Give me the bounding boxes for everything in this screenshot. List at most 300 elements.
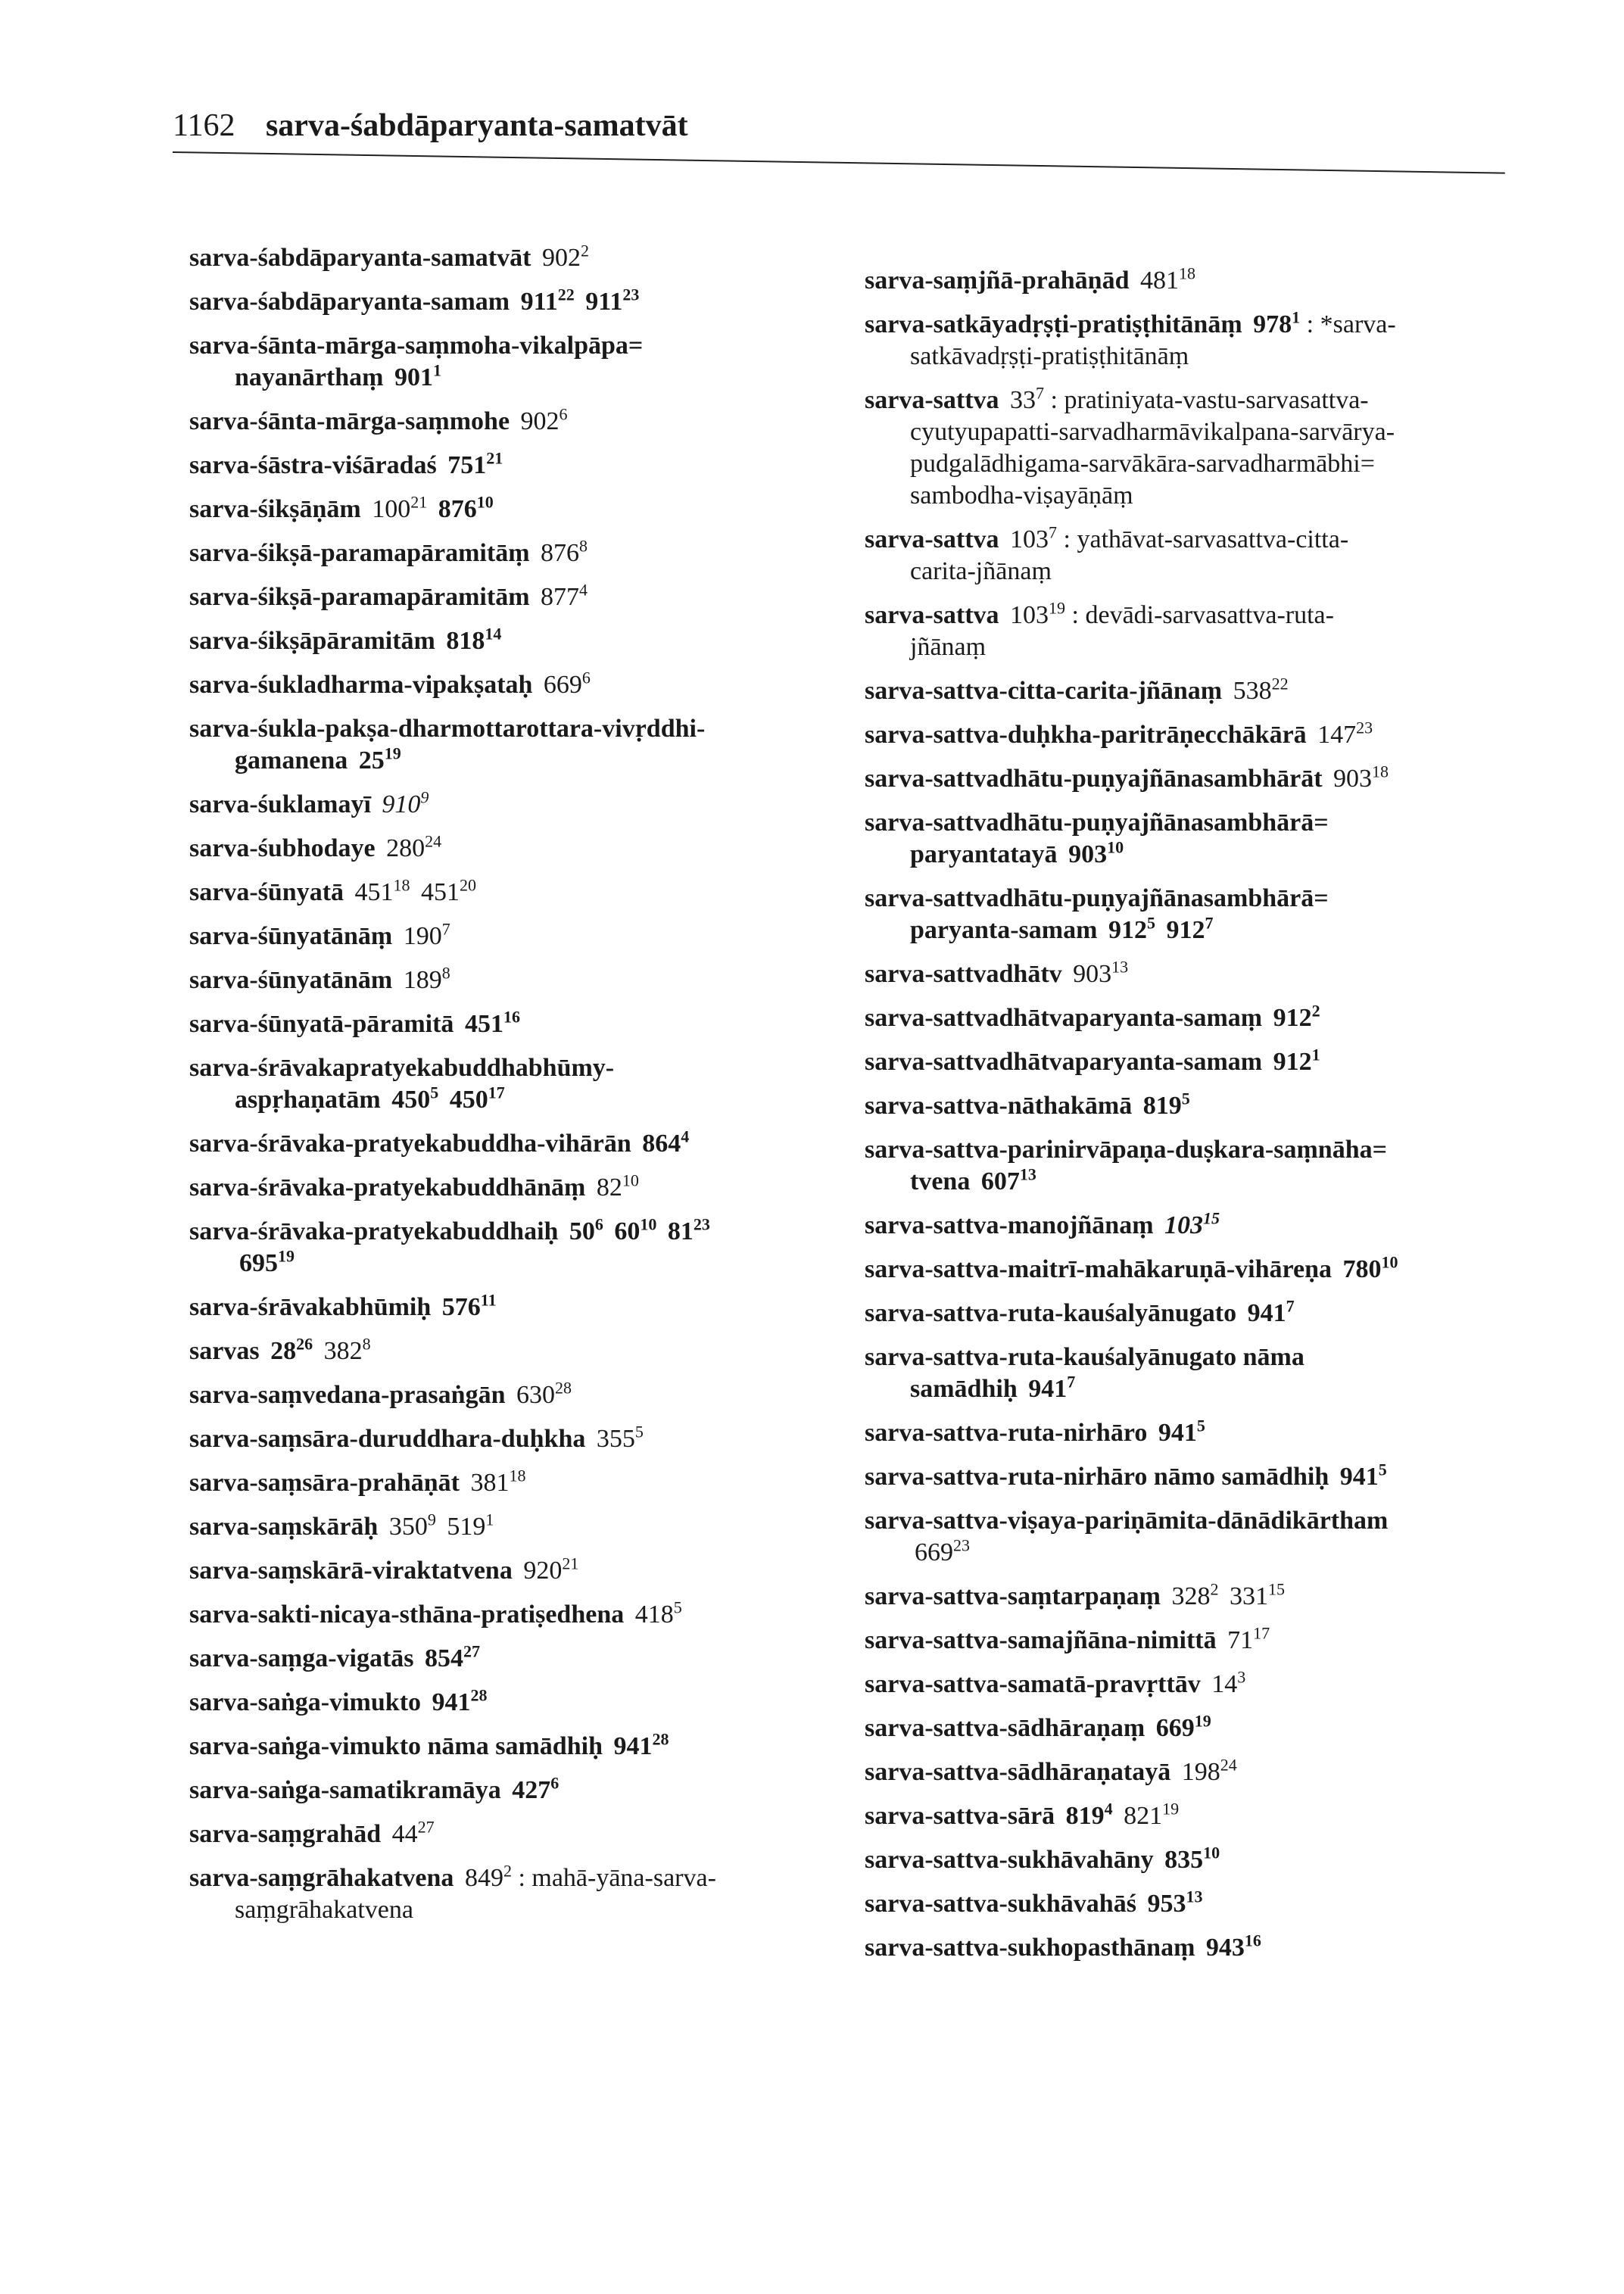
reference-page: 941 (1158, 1419, 1197, 1447)
reference-page: 669 (915, 1538, 953, 1566)
reference-page: 44 (391, 1820, 418, 1848)
page-reference (1142, 1089, 1190, 1120)
page-reference (464, 1861, 512, 1892)
entry-note-continuation: cyutyupapatti-sarvadharmāvikalpana-sarvārya- (910, 418, 1395, 446)
index-entry (865, 1298, 1546, 1329)
entry-note: : pratiniyata-vastu-sarvasattva- (1050, 386, 1369, 414)
entry-headword: sarva-sattva-viṣaya-pariṇāmita-dānādikārtham (865, 1507, 1389, 1535)
entry-headword: sarva-sattva-sādhāraṇatayā (865, 1758, 1171, 1786)
index-entry (865, 763, 1546, 795)
entry-headword: sarva-sattva-ruta-kauśalyānugato nāma (865, 1343, 1304, 1371)
page-reference (372, 492, 428, 523)
reference-page: 81 (667, 1217, 694, 1245)
index-entry (189, 1423, 871, 1455)
entry-note: : mahā-yāna-sarva- (518, 1864, 716, 1892)
page-reference (543, 668, 591, 699)
reference-page: 355 (596, 1425, 635, 1453)
reference-page: 912 (1273, 1004, 1312, 1032)
reference-line: 8 (579, 536, 588, 556)
entry-headword: sarva-saṃskārā-viraktatvena (189, 1557, 513, 1585)
reference-line: 10 (1381, 1252, 1398, 1272)
entry-reference-continuation (189, 1248, 871, 1279)
index-entry (189, 1819, 871, 1850)
page-reference (441, 1290, 497, 1321)
index-entry (865, 883, 1546, 946)
entry-note-continuation: sambodha-viṣayāṇāṃ (910, 482, 1133, 510)
index-entry (865, 1461, 1546, 1493)
reference-line: 6 (581, 668, 591, 687)
reference-line: 21 (562, 1554, 579, 1573)
running-title: sarva-śabdāparyanta-samatvāt (265, 108, 688, 143)
reference-page: 835 (1164, 1846, 1204, 1874)
entry-note-continuation: jñānaṃ (910, 633, 987, 661)
entry-headword: sarva-śānta-mārga-saṃmoha-vikalpāpa= (189, 332, 644, 360)
index-entry (865, 1581, 1546, 1613)
entry-headword: sarva-sattvadhātu-puṇyajñānasambhārā= (865, 884, 1329, 912)
entry-headword: sarva-saṃskārāḥ (189, 1513, 379, 1541)
reference-page: 854 (425, 1644, 464, 1672)
reference-page: 427 (512, 1776, 551, 1804)
reference-page: 519 (447, 1513, 486, 1541)
index-entry (189, 330, 871, 394)
reference-line: 6 (594, 1214, 603, 1234)
index-entry (865, 1505, 1546, 1569)
reference-page: 912 (1108, 916, 1147, 944)
reference-line: 2 (1311, 1001, 1320, 1021)
reference-page: 28 (270, 1337, 297, 1365)
page-reference (614, 1214, 657, 1245)
reference-page: 941 (1339, 1463, 1379, 1491)
reference-page: 912 (1273, 1048, 1312, 1076)
page-number: 1162 (173, 108, 235, 143)
entry-headword: sarva-śrāvakabhūmiḥ (189, 1293, 432, 1321)
page-reference (980, 1164, 1036, 1195)
page-reference (1273, 1045, 1320, 1076)
entry-headword: sarva-sattva-ruta-nirhāro nāmo samādhiḥ (865, 1463, 1329, 1491)
reference-page: 903 (1333, 765, 1373, 793)
page-reference (613, 1729, 669, 1760)
entry-headword: sarva-śūnyatā (189, 878, 344, 906)
reference-page: 780 (1342, 1255, 1382, 1283)
entry-headword: sarva-śukla-pakṣa-dharmottarottara-vivṛddhi- (189, 715, 706, 743)
index-entry (865, 958, 1546, 990)
index-entry (865, 1090, 1546, 1122)
index-entry (189, 877, 871, 909)
reference-line: 1 (1292, 307, 1301, 327)
reference-line: 4 (579, 580, 588, 600)
reference-line: 6 (559, 404, 568, 424)
entry-headword: sarva-sattva-sādhāraṇaṃ (865, 1714, 1146, 1742)
page-reference (1247, 1296, 1295, 1327)
index-entry (189, 494, 871, 525)
reference-page: 450 (391, 1086, 431, 1114)
reference-line: 16 (1244, 1931, 1261, 1950)
reference-line: 19 (278, 1246, 295, 1266)
reference-line: 13 (1186, 1887, 1203, 1906)
reference-page: 451 (354, 878, 394, 906)
page-reference (1028, 1372, 1076, 1403)
page-reference (516, 1378, 572, 1409)
page-reference (239, 1246, 295, 1277)
index-entry (865, 719, 1546, 751)
entry-headword: sarva-sattvadhātv (865, 960, 1062, 988)
index-entry (189, 1292, 871, 1323)
entry-headword: sarva-śikṣāpāramitām (189, 627, 435, 655)
reference-line: 17 (1253, 1623, 1270, 1643)
page-reference (642, 1127, 690, 1158)
page-reference (1147, 1887, 1203, 1918)
entry-headword: sarva-saṃgrahād (189, 1820, 382, 1848)
reference-page: 669 (543, 671, 582, 699)
reference-line: 19 (1049, 598, 1066, 618)
page-reference (596, 1422, 644, 1453)
page-reference (421, 875, 477, 906)
left-column (189, 242, 871, 1938)
index-entry (189, 1643, 871, 1675)
reference-page: 190 (403, 922, 442, 950)
reference-line: 19 (1162, 1799, 1180, 1819)
reference-line: 28 (652, 1729, 669, 1749)
reference-line: 23 (693, 1214, 710, 1234)
page-reference (354, 875, 410, 906)
reference-page: 280 (386, 834, 425, 862)
reference-line: 24 (1220, 1755, 1237, 1775)
page-reference (1073, 957, 1129, 988)
reference-line: 4 (1104, 1799, 1113, 1819)
index-entry (865, 1756, 1546, 1788)
entry-headword: sarva-saṅga-samatikramāya (189, 1776, 501, 1804)
entry-headword: sarva-saṃgrāhakatvena (189, 1864, 454, 1892)
reference-line: 1 (432, 360, 441, 380)
entry-headword: sarva-saṃsāra-duruddhara-duḥkha (189, 1425, 586, 1453)
entry-reference-continuation (865, 1537, 1546, 1569)
entry-headword: sarva-sattva-manojñānaṃ (865, 1211, 1154, 1239)
page-reference (1253, 307, 1301, 338)
index-entry (865, 1210, 1546, 1242)
index-entry (189, 1128, 871, 1160)
index-entry (189, 1555, 871, 1587)
reference-page: 941 (1247, 1299, 1286, 1327)
reference-line: 5 (1146, 913, 1155, 933)
page-reference (1342, 1252, 1398, 1283)
page-reference (1164, 1208, 1220, 1239)
entry-note: : yathāvat-sarvasattva-citta- (1063, 525, 1349, 553)
reference-line: 26 (296, 1334, 313, 1354)
reference-line: 21 (486, 448, 503, 468)
reference-line: 18 (393, 875, 410, 895)
reference-line: 8 (362, 1334, 371, 1354)
reference-line: 2 (580, 241, 589, 260)
entry-headword-continuation: tvena $607^{13}$ (910, 1164, 1036, 1195)
reference-page: 103 (1164, 1211, 1204, 1239)
index-entry (865, 1342, 1546, 1405)
page-reference (432, 1685, 488, 1716)
index-entry (865, 1844, 1546, 1876)
entry-note: : *sarva- (1306, 310, 1396, 338)
page-reference (425, 1641, 481, 1672)
reference-page: 147 (1317, 721, 1357, 749)
entry-note-continuation: carita-jñānaṃ (910, 557, 1052, 585)
reference-page: 450 (449, 1086, 488, 1114)
entry-headword: sarva-sattva-ruta-nirhāro (865, 1419, 1148, 1447)
index-entry (865, 1888, 1546, 1920)
index-entry (865, 1134, 1546, 1198)
reference-page: 350 (388, 1513, 428, 1541)
page-reference (446, 624, 502, 655)
page-reference (1171, 1579, 1219, 1610)
entry-note-continuation: pudgalādhigama-sarvākāra-sarvadharmābhi= (910, 450, 1375, 478)
reference-page: 198 (1181, 1758, 1220, 1786)
reference-page: 910 (382, 790, 421, 818)
reference-line: 9 (427, 1510, 436, 1529)
page-reference (447, 1510, 494, 1541)
index-entry (189, 1775, 871, 1806)
reference-line: 28 (554, 1378, 572, 1398)
entry-headword: sarva-sattva-maitrī-mahākaruṇā-vihāreṇa (865, 1255, 1332, 1283)
index-entry (189, 1008, 871, 1040)
reference-page: 821 (1124, 1802, 1163, 1830)
entry-headword: sarva-śrāvaka-pratyekabuddha-vihārān (189, 1130, 631, 1158)
entry-headword: sarva-śrāvaka-pratyekabuddhaiḥ (189, 1217, 559, 1245)
entry-headword: sarva-śūnyatā-pāramitā (189, 1010, 454, 1038)
reference-line: 11 (480, 1290, 497, 1310)
index-entry (865, 1046, 1546, 1078)
reference-page: 538 (1233, 677, 1272, 705)
index-entry (865, 1002, 1546, 1034)
entry-headword: sarva-sattva-sukhopasthānaṃ (865, 1934, 1195, 1962)
reference-page: 876 (438, 495, 477, 523)
page-reference (1233, 674, 1289, 705)
reference-page: 382 (323, 1337, 363, 1365)
index-entry (189, 242, 871, 274)
page-reference (391, 1817, 435, 1848)
page-reference (394, 360, 441, 391)
index-entry (189, 1336, 871, 1367)
page-reference (1065, 1799, 1113, 1830)
page-reference (1068, 837, 1124, 868)
reference-page: 14 (1211, 1670, 1238, 1698)
reference-page: 82 (596, 1173, 622, 1202)
index-entry (865, 675, 1546, 707)
index-entry (865, 524, 1546, 588)
reference-line: 13 (1019, 1164, 1036, 1184)
reference-line: 16 (503, 1007, 520, 1027)
reference-line: 21 (410, 492, 428, 512)
reference-page: 818 (446, 627, 485, 655)
page-reference (1317, 718, 1373, 749)
page-reference (1010, 598, 1066, 629)
reference-page: 189 (403, 966, 442, 994)
reference-line: 5 (1196, 1416, 1205, 1435)
entry-headword: sarva-sattva-sārā (865, 1802, 1055, 1830)
reference-page: 71 (1227, 1626, 1254, 1654)
index-entry (189, 581, 871, 613)
reference-line: 18 (509, 1466, 526, 1485)
header-rule (173, 151, 1505, 174)
index-entry (189, 1599, 871, 1631)
index-entry (189, 1731, 871, 1763)
entry-headword: sarva-sattva-nāthakāmā (865, 1092, 1133, 1120)
page-reference (382, 787, 429, 818)
page-reference (391, 1083, 439, 1114)
reference-page: 607 (980, 1167, 1020, 1195)
page-reference (1155, 1711, 1211, 1742)
index-entry (189, 406, 871, 438)
reference-line: 7 (1286, 1296, 1295, 1316)
page-reference (541, 241, 589, 272)
entry-headword: sarva-śabdāparyanta-samam (189, 288, 510, 316)
reference-page: 920 (523, 1557, 563, 1585)
reference-line: 18 (1372, 762, 1389, 781)
reference-line: 5 (634, 1422, 644, 1442)
reference-line: 28 (470, 1685, 488, 1705)
entry-headword: sarva-saṃsāra-prahāṇāt (189, 1469, 460, 1497)
page-reference (403, 919, 450, 950)
reference-page: 902 (541, 244, 581, 272)
reference-page: 941 (432, 1688, 471, 1716)
entry-headword: sarva-sattva-saṃtarpaṇaṃ (865, 1582, 1161, 1610)
page-reference (585, 285, 640, 316)
reference-page: 33 (1010, 386, 1036, 414)
entry-headword: sarva-sattva-ruta-kauśalyānugato (865, 1299, 1237, 1327)
reference-line: 5 (1378, 1460, 1387, 1479)
reference-page: 669 (1155, 1714, 1195, 1742)
reference-line: 10 (1107, 837, 1124, 857)
reference-page: 876 (541, 539, 580, 567)
index-entry (189, 1862, 871, 1926)
entry-headword: sarva-sattvadhātu-puṇyajñānasambhārā= (865, 809, 1329, 837)
index-entry (189, 538, 871, 569)
entry-headword-continuation: nayanārthaṃ $901^1$ (235, 360, 441, 391)
reference-line: 1 (1311, 1045, 1320, 1064)
index-entry (189, 965, 871, 996)
page-reference (1273, 1001, 1320, 1032)
reference-page: 103 (1010, 525, 1049, 553)
index-entry (189, 1052, 871, 1116)
page-reference (323, 1334, 371, 1365)
page-reference (667, 1214, 710, 1245)
reference-page: 100 (372, 495, 411, 523)
reference-page: 418 (634, 1601, 674, 1629)
reference-line: 10 (1203, 1843, 1220, 1862)
index-entry (189, 789, 871, 821)
reference-page: 25 (358, 746, 385, 775)
reference-line: 14 (485, 624, 502, 644)
page-reference (449, 1083, 505, 1114)
entry-headword: sarva-sattva (865, 525, 999, 553)
reference-page: 50 (569, 1217, 595, 1245)
reference-page: 903 (1068, 840, 1108, 868)
reference-line: 27 (463, 1641, 481, 1661)
entry-headword: sarva-śrāvakapratyekabuddhabhūmy- (189, 1054, 615, 1082)
entry-headword: sarva-śrāvaka-pratyekabuddhānāṃ (189, 1173, 586, 1202)
reference-page: 943 (1205, 1934, 1245, 1962)
entry-headword: sarva-sakti-nicaya-sthāna-pratiṣedhena (189, 1601, 625, 1629)
page-reference (447, 448, 503, 479)
index-entry (189, 1172, 871, 1204)
page-reference (1124, 1799, 1180, 1830)
index-entry (189, 713, 871, 777)
entry-headword: sarva-sattva-samatā-pravṛttāv (865, 1670, 1201, 1698)
index-entry (865, 807, 1546, 871)
index-entry (189, 1467, 871, 1499)
page-reference (1227, 1623, 1270, 1654)
page-reference (523, 1554, 579, 1585)
entry-headword: sarva-śubhodaye (189, 834, 376, 862)
entry-note-continuation: satkāvadṛṣṭi-pratiṣṭhitānāṃ (910, 342, 1189, 370)
reference-page: 903 (1073, 960, 1112, 988)
index-entry (189, 921, 871, 952)
index-entry (865, 265, 1546, 297)
reference-line: 19 (384, 743, 401, 763)
entry-headword-continuation: paryanta-samam $912^5$ $912^7$ (910, 913, 1214, 944)
page-reference (1164, 1843, 1220, 1874)
index-entry (189, 1379, 871, 1411)
reference-line: 10 (476, 492, 494, 512)
reference-line: 20 (460, 875, 477, 895)
reference-page: 849 (464, 1864, 503, 1892)
page-reference (1010, 383, 1045, 414)
page-reference (438, 492, 494, 523)
entry-headword: sarva-śāstra-viśāradaś (189, 451, 437, 479)
reference-line: 3 (1237, 1667, 1246, 1687)
reference-page: 864 (642, 1130, 681, 1158)
index-entry (865, 385, 1546, 512)
reference-page: 331 (1229, 1582, 1268, 1610)
entry-headword: sarva-sattva-duḥkha-paritrāṇecchākārā (865, 721, 1307, 749)
reference-page: 912 (1166, 916, 1205, 944)
page-reference (386, 831, 442, 862)
page-reference (1158, 1416, 1205, 1447)
reference-page: 103 (1010, 601, 1049, 629)
page-reference (1139, 263, 1195, 295)
entry-headword: sarva-saṃga-vigatās (189, 1644, 414, 1672)
page-reference (1108, 913, 1155, 944)
entry-headword-continuation: paryantatayā $903^{10}$ (910, 837, 1124, 868)
reference-line: 1 (485, 1510, 494, 1529)
page-reference (403, 963, 450, 994)
index-entry (865, 1932, 1546, 1964)
page-reference (358, 743, 401, 775)
entry-headword: sarva-sattva-parinirvāpaṇa-duṣkara-saṃnāha= (865, 1136, 1387, 1164)
index-entry (865, 309, 1546, 372)
page-reference (1205, 1931, 1261, 1962)
index-entry (189, 1216, 871, 1279)
reference-page: 451 (421, 878, 460, 906)
entry-headword: sarva-śabdāparyanta-samatvāt (189, 244, 531, 272)
entry-headword: sarva-sattva-sukhāvahāny (865, 1846, 1154, 1874)
page-reference (1010, 522, 1058, 553)
entry-headword: sarva-sattvadhātvaparyanta-samam (865, 1048, 1263, 1076)
reference-page: 978 (1253, 310, 1292, 338)
index-entry (865, 1800, 1546, 1832)
page-reference (596, 1170, 639, 1202)
reference-line: 23 (1356, 718, 1373, 737)
entry-headword: sarva-sattvadhātvaparyanta-samaṃ (865, 1004, 1263, 1032)
reference-line: 15 (1267, 1579, 1285, 1599)
reference-page: 941 (1028, 1375, 1068, 1403)
reference-page: 819 (1065, 1802, 1105, 1830)
index-entry (189, 625, 871, 657)
index-entry (865, 600, 1546, 663)
reference-line: 22 (1271, 674, 1289, 693)
index-entry (189, 669, 871, 701)
page-reference (1339, 1460, 1387, 1491)
page-reference (569, 1214, 603, 1245)
index-entry (189, 1511, 871, 1543)
index-entry (865, 1417, 1546, 1449)
page-reference (1211, 1667, 1246, 1698)
